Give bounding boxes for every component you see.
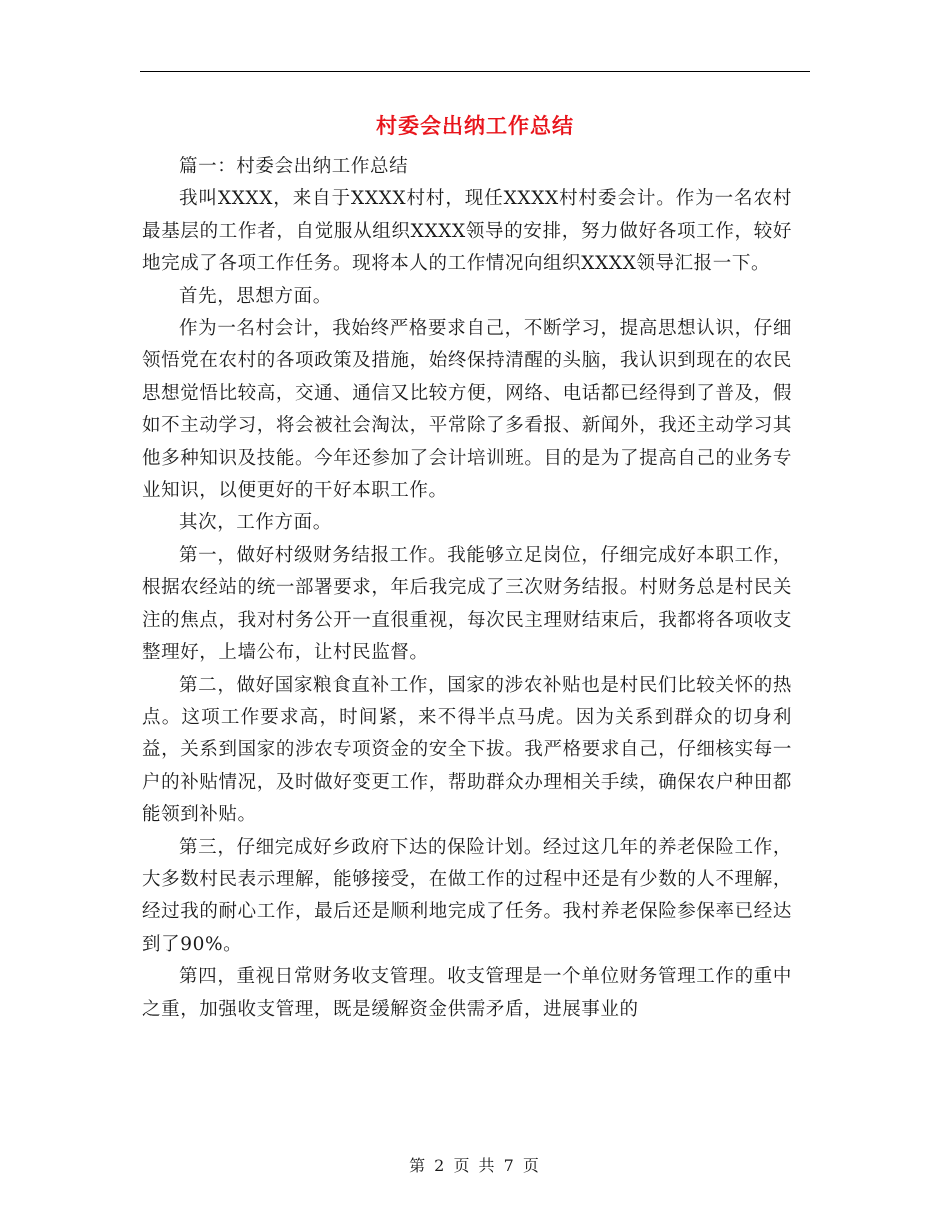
paragraph: 第四，重视日常财务收支管理。收支管理是一个单位财务管理工作的重中之重，加强收支管理，既是缓解资金供需矛盾，进展事业的 bbox=[142, 966, 792, 1020]
page-number: 第 2 页 共 7 页 bbox=[409, 1156, 541, 1175]
paragraph: 首先，思想方面。 bbox=[179, 285, 332, 307]
document-body bbox=[142, 151, 792, 1026]
document-title: 村委会出纳工作总结 bbox=[376, 113, 574, 138]
paragraph: 第二，做好国家粮食直补工作，国家的涉农补贴也是村民们比较关怀的热点。这项工作要求高，时间紧，来不得半点马虎。因为关系到群众的切身利益，关系到国家的涉农专项资金的安全下拔。我严格要求自己，仔细核实每一户的补贴情况，及时做好变更工作，帮助群众办理相关手续，确保农户种田都能领到补贴。 bbox=[142, 674, 792, 826]
paragraph: 第一，做好村级财务结报工作。我能够立足岗位，仔细完成好本职工作，根据农经站的统一部署要求，年后我完成了三次财务结报。村财务总是村民关注的焦点，我对村务公开一直很重视，每次民主理财结束后，我都将各项收支整理好，上墙公布，让村民监督。 bbox=[142, 544, 792, 664]
paragraph: 篇一：村委会出纳工作总结 bbox=[179, 156, 409, 177]
paragraph: 作为一名村会计，我始终严格要求自己，不断学习，提高思想认识，仔细领悟党在农村的各项政策及措施，始终保持清醒的头脑，我认识到现在的农民思想觉悟比较高，交通、通信又比较方便，网络、电话都已经得到了普及，假如不主动学习，将会被社会淘汰，平常除了多看报、新闻外，我还主动学习其他多种知识及技能。今年还参加了会计培训班。目的是为了提高自己的业务专业知识，以便更好的干好本职工作。 bbox=[142, 318, 792, 502]
paragraph: 其次，工作方面。 bbox=[179, 512, 332, 534]
header-rule bbox=[140, 71, 810, 72]
paragraph: 第三，仔细完成好乡政府下达的保险计划。经过这几年的养老保险工作，大多数村民表示理解，能够接受，在做工作的过程中还是有少数的人不理解，经过我的耐心工作，最后还是顺利地完成了任务。我村养老保险参保率已经达到了90%。 bbox=[142, 836, 792, 955]
paragraph: 我叫XXXX，来自于XXXX村村，现任XXXX村村委会计。作为一名农村最基层的工作者，自觉服从组织XXXX领导的安排，努力做好各项工作，较好地完成了各项工作任务。现将本人的工作情况向组织XXXX领导汇报一下。 bbox=[142, 188, 792, 275]
